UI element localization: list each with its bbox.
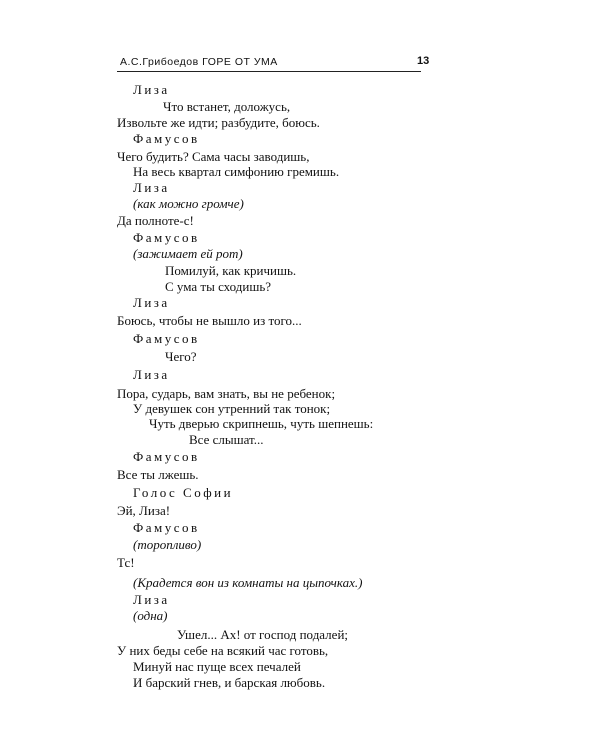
stage-direction: (Крадется вон из комнаты на цыпочках.): [133, 575, 363, 590]
stage-direction: (одна): [133, 608, 168, 623]
verse-line: Чего будить? Сама часы заводишь,: [117, 149, 310, 164]
speaker-name: Фамусов: [133, 449, 200, 464]
speaker-name: Фамусов: [133, 230, 200, 245]
verse-line: И барский гнев, и барская любовь.: [133, 675, 326, 690]
verse-line: Пора, сударь, вам знать, вы не ребенок;: [117, 386, 336, 401]
speaker-name: Фамусов: [133, 520, 200, 535]
verse-line: Да полноте-с!: [117, 213, 194, 228]
verse-line: Эй, Лиза!: [117, 503, 171, 518]
speaker-name: Фамусов: [133, 331, 200, 346]
verse-line: Боюсь, чтобы не вышло из того...: [117, 313, 302, 328]
verse-line: Ушел... Ах! от господ подалей;: [177, 627, 349, 642]
verse-line: Чего?: [165, 349, 197, 364]
verse-line: Чуть дверью скрипнешь, чуть шепнешь:: [149, 416, 374, 431]
stage-direction: (зажимает ей рот): [133, 246, 243, 261]
stage-direction: (как можно громче): [133, 196, 244, 211]
verse-line: Минуй нас пуще всех печалей: [133, 659, 301, 674]
verse-line: Помилуй, как кричишь.: [165, 263, 297, 278]
speaker-name: Фамусов: [133, 131, 200, 146]
speaker-name: Голос Софии: [133, 485, 234, 500]
verse-line: Все слышат...: [189, 432, 264, 447]
verse-line: Тс!: [117, 555, 135, 570]
header-rule: [117, 71, 421, 72]
verse-line: На весь квартал симфонию гремишь.: [133, 164, 340, 179]
verse-line: Все ты лжешь.: [117, 467, 199, 482]
verse-line: Извольте же идти; разбудите, боюсь.: [117, 115, 320, 130]
speaker-name: Лиза: [133, 295, 170, 310]
speaker-name: Лиза: [133, 592, 170, 607]
verse-line: Что встанет, доложусь,: [163, 99, 291, 114]
speaker-name: Лиза: [133, 82, 170, 97]
verse-line: С ума ты сходишь?: [165, 279, 272, 294]
running-title: А.С.Грибоедов ГОРЕ ОТ УМА: [120, 56, 278, 68]
stage-direction: (торопливо): [133, 537, 202, 552]
page-number: 13: [417, 55, 430, 67]
speaker-name: Лиза: [133, 180, 170, 195]
speaker-name: Лиза: [133, 367, 170, 382]
verse-line: У них беды себе на всякий час готовь,: [117, 643, 329, 658]
verse-line: У девушек сон утренний так тонок;: [133, 401, 331, 416]
